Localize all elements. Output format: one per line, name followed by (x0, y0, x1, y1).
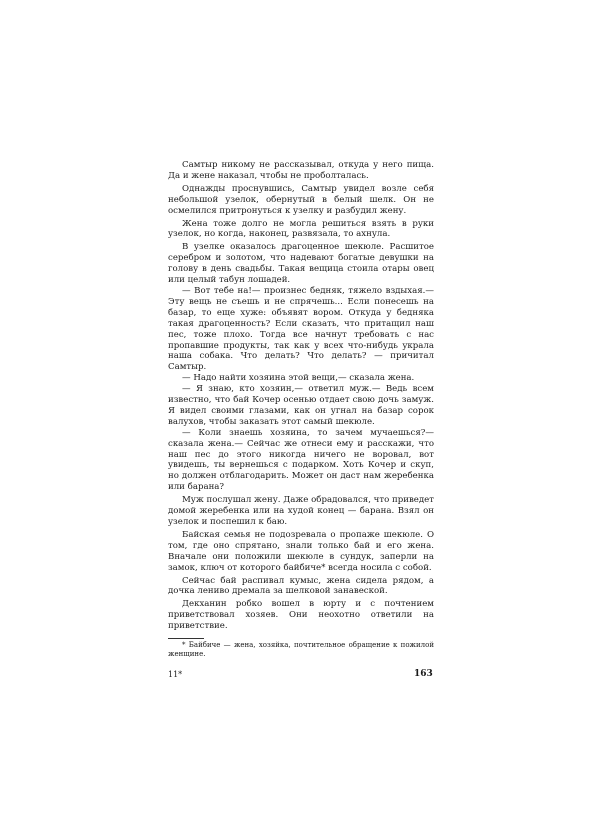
paragraph: В узелке оказалось драгоценное шекюле. Расшитое серебром и золотом, что надевают богатые девушки на голову в день свадьбы. Такая вещица стоила отары овец или целый табун лошадей. (168, 242, 434, 286)
paragraph: Самтыр никому не рассказывал, откуда у него пища. Да и жене наказал, чтобы не проболталась. (168, 160, 434, 181)
paragraph: Сейчас бай распивал кумыс, жена сидела рядом, а дочка лениво дремала за шелковой занавеской. (168, 575, 434, 597)
paragraph: Байская семья не подозревала о пропаже шекюле. О том, где оно спрятано, знали только бай и его жена. Вначале они положили шекюле в сундук, заперли на замок, ключ от которого байбиче* всегда носила с собой. (168, 529, 434, 573)
footnote-divider (168, 638, 204, 639)
paragraph: — Вот тебе на!— произнес бедняк, тяжело вздыхая.— Эту вещь не съешь и не спрячешь... Если понесешь на базар, то еще хуже: объявят вором. Откуда у бедняка такая драгоценность? Если сказать, что притащил наш пес, тоже плохо. Тогда все начнут требовать с нас пропавшие продукты, так как у всех что-нибудь украла наша собака. Что делать? Что делать? — причитал Самтыр. (168, 285, 434, 373)
footnote: * Байбиче — жена, хозяйка, почтительное обращение к пожилой женщине. (168, 641, 434, 658)
paragraph: Жена тоже долго не могла решиться взять в руки узелок, но когда, наконец, развязала, то ахнула. (168, 218, 434, 240)
paragraph: — Коли знаешь хозяина, то зачем мучаешься?— сказала жена.— Сейчас же отнеси ему и расскажи, что наш пес до этого никогда ничего не воровал, вот увидешь, ты вернешься с подарком. Хоть Кочер и скуп, но должен отблагодарить. Может он даст нам жеребенка или барана? (168, 427, 434, 493)
paragraph: — Я знаю, кто хозяин,— ответил муж.— Ведь всем известно, что бай Кочер осенью отдает свою дочь замуж. Я видел своими глазами, как он угнал на базар сорок валухов, чтобы заказать этот самый шекюле. (168, 384, 434, 427)
paragraph: Декханин робко вошел в юрту и с почтением приветствовал хозяев. Они неохотно ответили на приветствие. (168, 599, 434, 632)
signature-mark: 11* (168, 670, 183, 679)
body-text (168, 160, 434, 632)
paragraph: Однажды проснувшись, Самтыр увидел возле себя небольшой узелок, обернутый в белый шелк. Он не осмелился притронуться к узелку и разбудил жену. (168, 183, 434, 216)
page-number: 163 (414, 669, 433, 679)
paragraph: — Надо найти хозяина этой вещи,— сказала жена. (182, 373, 415, 384)
paragraph: Муж послушал жену. Даже обрадовался, что приведет домой жеребенка или на худой конец — барана. Взял он узелок и поспешил к баю. (168, 495, 435, 527)
